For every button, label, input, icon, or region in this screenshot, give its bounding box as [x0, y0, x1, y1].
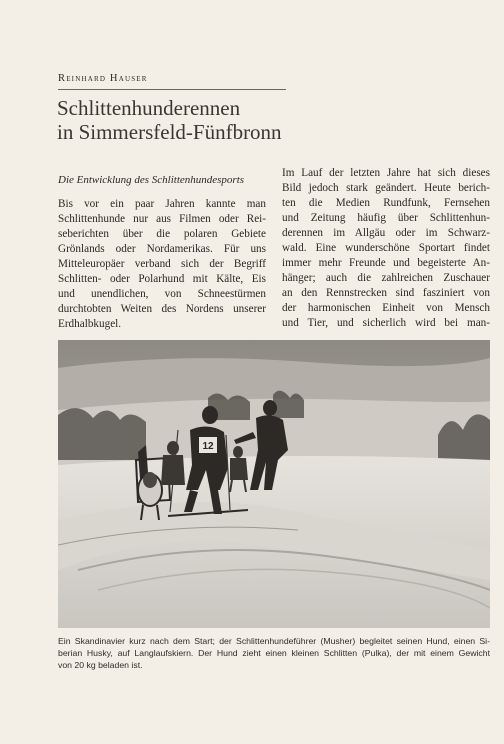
text-line: Schlittenhunde nur aus Filmen oder Rei- — [58, 213, 266, 225]
text-line: Erdhalbkugel. — [58, 318, 122, 330]
text-line: immer mehr Freunde und begeisterte An- — [282, 257, 490, 269]
author-name: Reinhard Hauser — [58, 73, 148, 84]
text-line: durchtobten Weiten des Nordens unserer — [58, 303, 266, 315]
bib-number: 12 — [202, 441, 214, 452]
text-line: wald. Eine wunderschöne Sportart findet — [282, 242, 490, 254]
text-line: Mitteleuropäer verband sich der Begriff — [58, 258, 266, 270]
text-line: Bis vor ein paar Jahren kannte man — [58, 198, 266, 210]
article-title — [57, 96, 282, 144]
text-line: seberichten über die polaren Gebiete — [58, 228, 266, 240]
text-line: der harmonischen Einheit von Mensch — [282, 302, 490, 314]
header-rule — [58, 89, 286, 90]
text-line: hänger; auch die zahlreichen Zuschauer — [282, 272, 490, 284]
caption-line: Ein Skandinavier kurz nach dem Start; der Schlittenhundeführer (Musher) begleitet seinen Hund, einen Si- — [58, 636, 490, 646]
text-line: an den Rennstrecken sind fasziniert von — [282, 287, 490, 299]
text-line: derennen im Allgäu oder im Schwarz- — [282, 227, 490, 239]
text-line: Im Lauf der letzten Jahre hat sich dieses — [282, 167, 490, 179]
text-line: Grönlands oder Nordamerikas. Für uns — [58, 243, 266, 255]
section-subtitle: Die Entwicklung des Schlittenhundesports — [58, 174, 245, 186]
caption-line: berian Husky, auf Langlaufskiern. Der Hund zieht einen kleinen Schlitten (Pulka), der mit einem Gewicht — [58, 648, 490, 658]
caption-line: von 20 kg beladen ist. — [58, 660, 143, 670]
text-line: Bild jedoch stark geändert. Heute berich- — [282, 182, 490, 194]
text-line: und Zeitung häufig über Schlittenhun- — [282, 212, 490, 224]
title-line: Schlittenhunderennen — [57, 96, 241, 120]
text-line: und unendlichen, von Schneestürmen — [58, 288, 266, 300]
text-line: Schlitten- oder Polarhund mit Kälte, Eis — [58, 273, 266, 285]
title-line: in Simmersfeld-Fünfbronn — [57, 120, 282, 144]
text-line: ten die Medien Rundfunk, Fernsehen — [282, 197, 490, 209]
text-line: und Tier, und sicherlich wird bei man- — [282, 317, 490, 329]
race-photo — [58, 340, 490, 628]
